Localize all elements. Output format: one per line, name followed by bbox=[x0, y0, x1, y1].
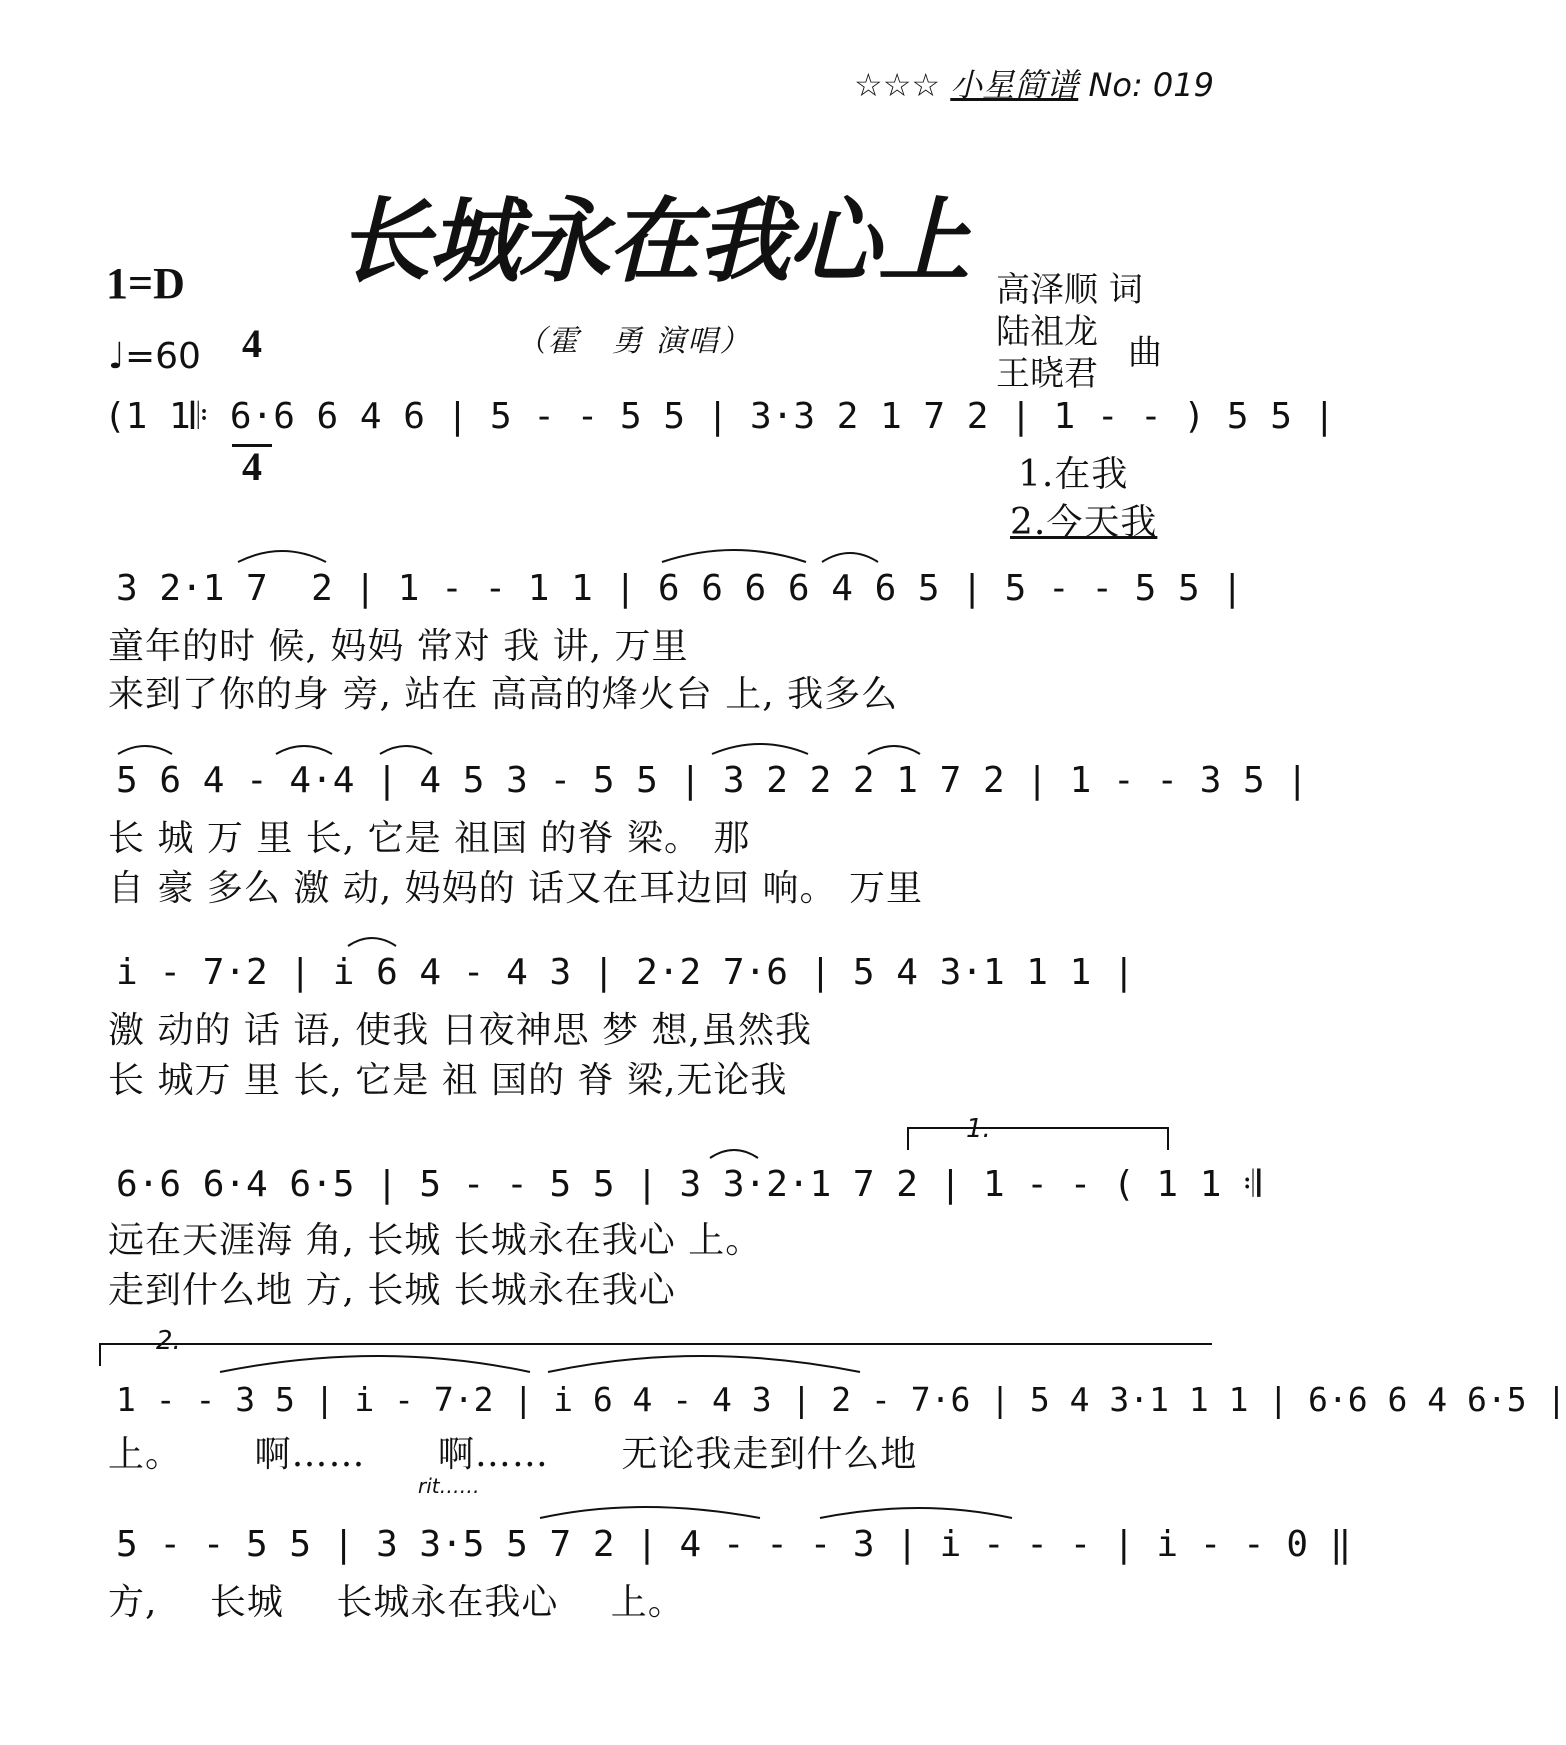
score-line-4-notes: i - 7·2 | i 6 4 - 4 3 | 2·2 7·6 | 5 4 3·1 1 1 | bbox=[116, 952, 1135, 993]
score-line-6-notes: 1 - - 3 5 | i - 7·2 | i 6 4 - 4 3 | 2 - 7·6 | 5 4 3·1 1 1 | 6·6 6 4 6·5 | bbox=[116, 1380, 1566, 1419]
slur bbox=[712, 744, 808, 754]
slur bbox=[662, 550, 806, 562]
volta-1-bracket bbox=[908, 1128, 1168, 1150]
singer-credit: （霍 勇 演唱） bbox=[516, 324, 752, 359]
slur bbox=[540, 1507, 760, 1518]
slur bbox=[548, 1356, 860, 1372]
score-line-5-notes: 6·6 6·4 6·5 | 5 - - 5 5 | 3 3·2·1 7 2 | 1 - - ( 1 1 𝄇 bbox=[116, 1164, 1261, 1205]
score-line-2-notes: 3 2·1 7 2 | 1 - - 1 1 | 6 6 6 6 4 6 5 | 5 - - 5 5 | bbox=[116, 568, 1244, 609]
score-line-1-notes: (1 1𝄆 6·6 6 4 6 | 5 - - 5 5 | 3·3 2 1 7 2 | 1 - - ) 5 5 | bbox=[104, 396, 1336, 437]
slur bbox=[868, 746, 920, 754]
lyricist-name: 高泽顺 bbox=[996, 270, 1098, 310]
time-signature-bottom: 4 bbox=[232, 444, 272, 487]
composer2-name: 王晓君 bbox=[996, 354, 1098, 394]
slur bbox=[348, 938, 396, 946]
score-line-5-lyric-1: 远在天涯海 角, 长城 长城永在我心 上。 bbox=[108, 1220, 763, 1261]
time-signature-top: 4 bbox=[242, 321, 262, 366]
score-line-2-lyric-1: 童年的时 候, 妈妈 常对 我 讲, 万里 bbox=[108, 626, 689, 667]
tempo-marking: ♩=60 bbox=[108, 336, 201, 377]
slur bbox=[822, 553, 878, 562]
score-line-2-lyric-2: 来到了你的身 旁, 站在 高高的烽火台 上, 我多么 bbox=[108, 674, 899, 715]
composer1-name: 陆祖龙 bbox=[996, 312, 1098, 352]
score-line-6-lyric-1: 上。 啊…… 啊…… 无论我走到什么地 bbox=[108, 1434, 918, 1475]
volta-1-label: 1. bbox=[966, 1114, 991, 1144]
score-line-7-notes: 5 - - 5 5 | 3 3·5 5 7 2 | 4 - - - 3 | i - - - | i - - 0 ‖ bbox=[116, 1524, 1352, 1565]
score-line-1-lyric-2: 2.今天我 bbox=[1010, 502, 1158, 543]
star-rating-icon: ☆☆☆ bbox=[854, 66, 941, 104]
score-line-3-notes: 5 6 4 - 4·4 | 4 5 3 - 5 5 | 3 2 2 2 1 7 2 | 1 - - 3 5 | bbox=[116, 760, 1309, 801]
composer-role: 曲 bbox=[1128, 333, 1162, 373]
volta-2-label: 2. bbox=[156, 1326, 181, 1356]
slur bbox=[380, 746, 432, 754]
score-line-4-lyric-2: 长 城万 里 长, 它是 祖 国的 脊 梁,无论我 bbox=[108, 1060, 788, 1101]
score-line-3-lyric-2: 自 豪 多么 激 动, 妈妈的 话又在耳边回 响。 万里 bbox=[108, 868, 923, 909]
score-line-4-lyric-1: 激 动的 话 语, 使我 日夜神思 梦 想,虽然我 bbox=[108, 1010, 812, 1051]
score-line-3-lyric-1: 长 城 万 里 长, 它是 祖国 的脊 梁。 那 bbox=[108, 818, 751, 859]
slur bbox=[276, 746, 332, 754]
badge-number: No: 019 bbox=[1088, 66, 1214, 104]
volta-2-bracket bbox=[100, 1344, 1212, 1366]
song-title: 长城永在我心上 bbox=[338, 187, 969, 295]
slur bbox=[118, 746, 172, 754]
slur bbox=[220, 1356, 530, 1372]
slur bbox=[820, 1508, 1012, 1518]
slur bbox=[710, 1150, 758, 1158]
lyricist-role: 词 bbox=[1108, 270, 1143, 310]
ritardando-mark: rit…… bbox=[418, 1474, 480, 1498]
score-line-7-lyric-1: 方, 长城 长城永在我心 上。 bbox=[108, 1582, 685, 1623]
score-line-5-lyric-2: 走到什么地 方, 长城 长城永在我心 bbox=[108, 1270, 676, 1311]
slur bbox=[238, 551, 326, 562]
score-line-1-lyric-1: 1.在我 bbox=[1018, 454, 1129, 495]
badge-name: 小星简谱 bbox=[950, 66, 1079, 104]
key-signature: 1=D bbox=[106, 259, 185, 308]
